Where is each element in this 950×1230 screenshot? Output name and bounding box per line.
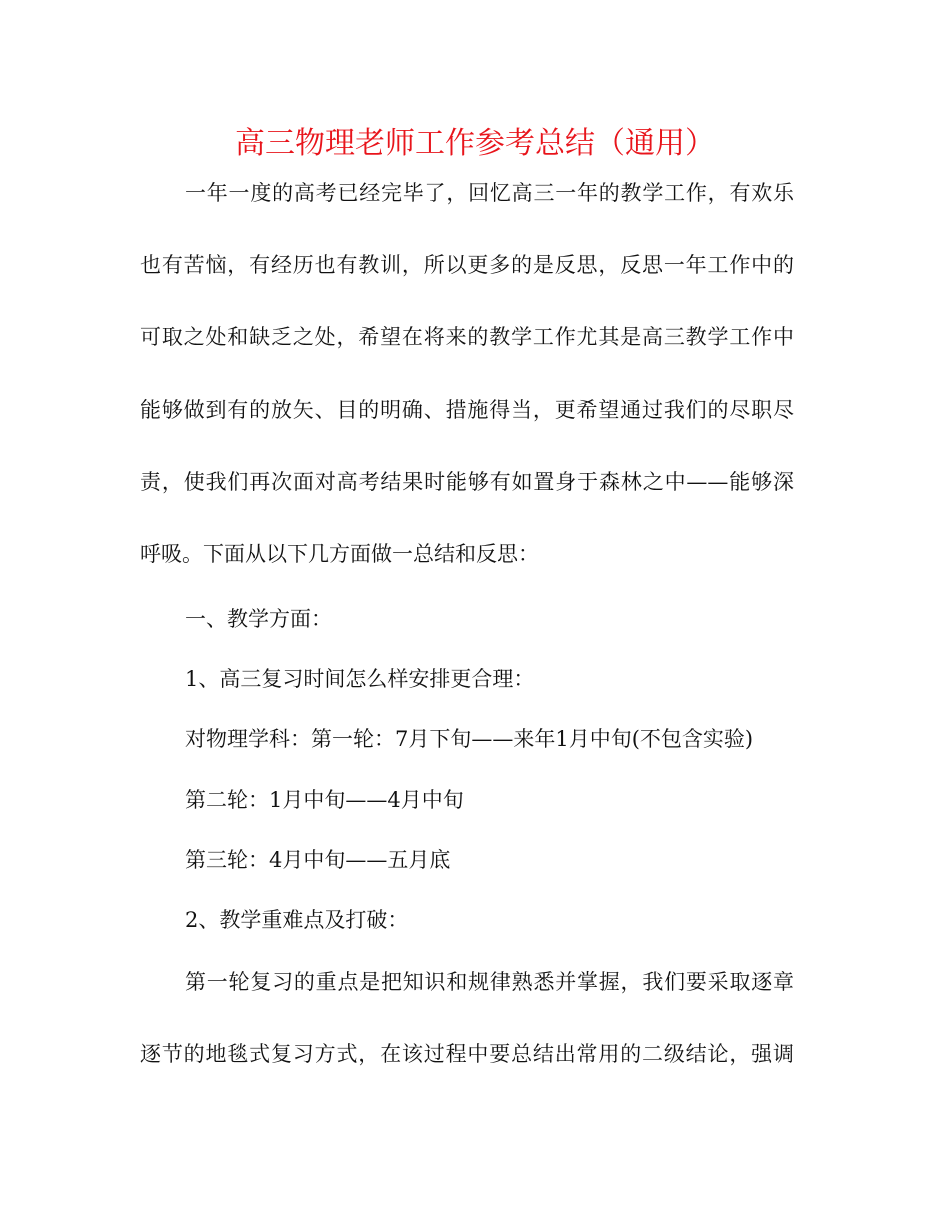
section-heading: 一、教学方面：: [185, 607, 332, 631]
paragraph-line-6: 呼吸。下面从以下几方面做一总结和反思：: [140, 542, 539, 566]
paragraph-line-5: 责，使我们再次面对高考结果时能够有如置身于森林之中——能够深: [140, 470, 794, 494]
subsection-heading-2: 2、教学重难点及打破：: [185, 908, 409, 932]
subsection-heading-1: 1、高三复习时间怎么样安排更合理：: [185, 667, 535, 691]
schedule-line-1: 对物理学科：第一轮：7月下旬——来年1月中旬(不包含实验): [185, 727, 754, 751]
paragraph-2-line-1: 第一轮复习的重点是把知识和规律熟悉并掌握，我们要采取逐章: [185, 970, 794, 994]
paragraph-line-4: 能够做到有的放矢、目的明确、措施得当，更希望通过我们的尽职尽: [140, 398, 794, 422]
paragraph-line-1: 一年一度的高考已经完毕了，回忆高三一年的教学工作，有欢乐: [185, 181, 794, 205]
schedule-line-2: 第二轮：1月中旬——4月中旬: [185, 788, 464, 812]
paragraph-line-2: 也有苦恼，有经历也有教训，所以更多的是反思，反思一年工作中的: [140, 253, 794, 277]
document-title: 高三物理老师工作参考总结（通用）: [235, 126, 715, 161]
paragraph-line-3: 可取之处和缺乏之处，希望在将来的教学工作尤其是高三教学工作中: [140, 325, 794, 349]
paragraph-2-line-2: 逐节的地毯式复习方式，在该过程中要总结出常用的二级结论，强调: [140, 1042, 794, 1066]
schedule-line-3: 第三轮：4月中旬——五月底: [185, 848, 451, 872]
